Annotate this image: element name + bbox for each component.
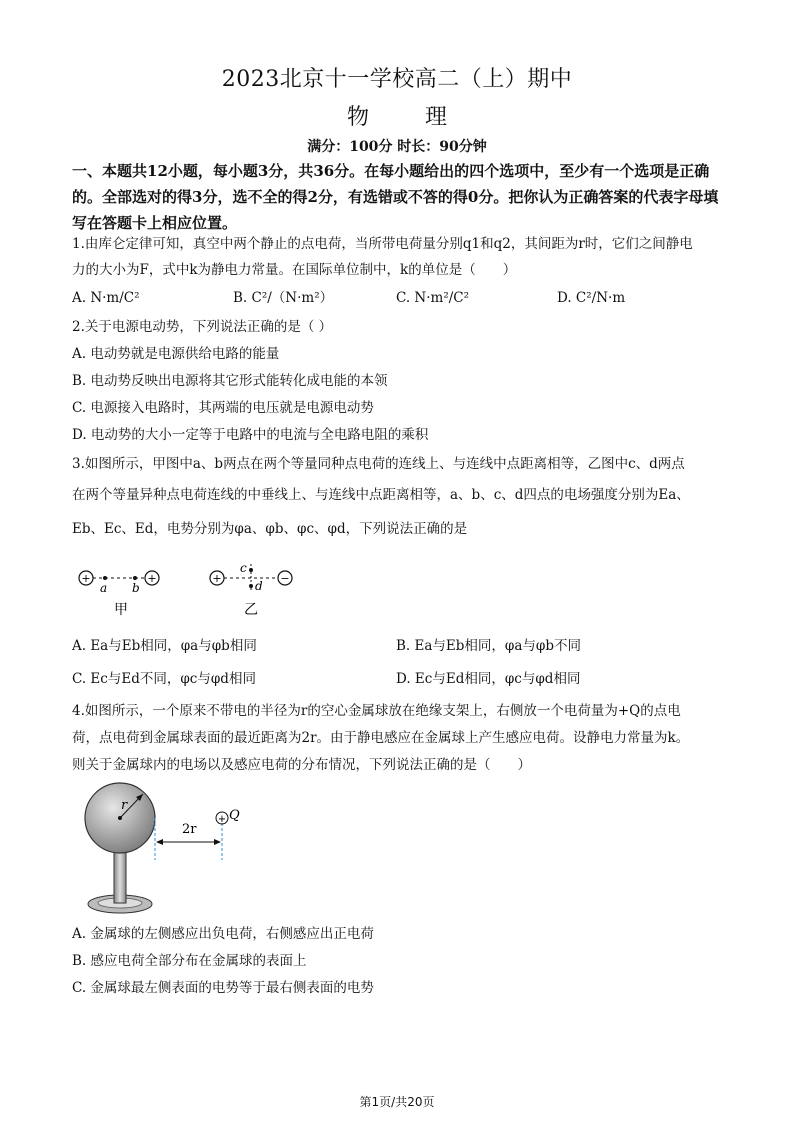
q4-option-a: A. 金属球的左侧感应出负电荷，右侧感应出正电荷	[72, 926, 374, 942]
page-number: 第1页/共20页	[359, 1095, 435, 1109]
label-a: a	[100, 581, 108, 595]
label-b: b	[132, 581, 140, 595]
page-title: 2023北京十一学校高二（上）期中	[221, 67, 573, 92]
q2-option-b: B. 电动势反映出电源将其它形式能转化成电能的本领	[72, 373, 388, 389]
q3-option-d: D. Ec与Ed相同，φc与φd相同	[396, 671, 581, 687]
minus-sign: −	[280, 572, 290, 585]
subject-title: 物理	[346, 105, 503, 130]
q3-option-a: A. Ea与Eb相同，φa与φb相同	[72, 638, 257, 654]
point-c	[249, 568, 253, 572]
q4-stem-line2: 荷，点电荷到金属球表面的最近距离为2r。由于静电感应在金属球上产生感应电荷。设静电力常量为k。	[72, 730, 690, 746]
q3-stem-line3: Eb、Ec、Ed，电势分别为φa、φb、φc、φd，下列说法正确的是	[72, 521, 468, 537]
q1-option-a: A. N·m/C²	[72, 290, 140, 306]
q4-stem-line1: 4.如图所示，一个原来不带电的半径为r的空心金属球放在绝缘支架上，右侧放一个电荷量为+Q的点电	[72, 703, 681, 719]
figure-label-yi: 乙	[244, 602, 258, 618]
label-d: d	[255, 579, 263, 593]
q3-stem-line2: 在两个等量异种点电荷连线的中垂线上、与连线中点距离相等，a、b、c、d四点的电场强度分别为Ea、	[72, 487, 690, 503]
label-Q: Q	[229, 808, 240, 823]
q4-figure-sphere	[78, 782, 258, 922]
q1-stem-line2: 力的大小为F，式中k为静电力常量。在国际单位制中，k的单位是（ ）	[72, 262, 517, 278]
section-instruction: 一、本题共12小题，每小题3分，共36分。在每小题给出的四个选项中，至少有一个选项是正确的。全部选对的得3分，选不全的得2分，有选错或不答的得0分。把你认为正确答案的代表字母填写在答题卡上相应位置。	[72, 162, 719, 232]
distance-arrow-right	[214, 839, 221, 845]
q1-option-c: C. N·m²/C²	[396, 290, 470, 306]
q2-option-d: D. 电动势的大小一定等于电路中的电流与全电路电阻的乘积	[72, 427, 429, 443]
q3-option-c: C. Ec与Ed不同，φc与φd相同	[72, 671, 256, 687]
distance-arrow-left	[156, 839, 163, 845]
q3-figure-yi	[205, 560, 305, 620]
point-a	[103, 576, 107, 580]
q3-option-b: B. Ea与Eb相同，φa与φb不同	[396, 638, 581, 654]
q2-option-c: C. 电源接入电路时，其两端的电压就是电源电动势	[72, 400, 374, 416]
label-r: r	[121, 798, 128, 813]
q2-option-a: A. 电动势就是电源供给电路的能量	[72, 346, 280, 362]
plus-sign-right: +	[147, 572, 157, 585]
plus-sign-Q: +	[217, 814, 227, 825]
q2-stem: 2.关于电源电动势，下列说法正确的是（ ）	[72, 319, 333, 335]
q4-option-c: C. 金属球最左侧表面的电势等于最右侧表面的电势	[72, 980, 374, 996]
q3-figure-jia	[74, 560, 174, 620]
q1-stem-line1: 1.由库仑定律可知，真空中两个静止的点电荷，当所带电荷量分别q1和q2，其间距为r时，它们之间静电	[72, 236, 693, 252]
q3-stem-line1: 3.如图所示，甲图中a、b两点在两个等量同种点电荷的连线上、与连线中点距离相等，乙图中c、d两点	[72, 456, 685, 472]
q4-stem-line3: 则关于金属球内的电场以及感应电荷的分布情况，下列说法正确的是（ ）	[72, 757, 531, 773]
label-c: c	[240, 561, 247, 575]
q1-option-b: B. C²/（N·m²）	[233, 290, 334, 306]
point-d	[249, 584, 253, 588]
plus-sign-left: +	[81, 572, 91, 585]
q1-option-d: D. C²/N·m	[557, 290, 626, 306]
q4-option-b: B. 感应电荷全部分布在金属球的表面上	[72, 953, 307, 969]
figure-label-jia: 甲	[114, 602, 128, 618]
insulating-rod	[114, 846, 126, 903]
point-b	[133, 576, 137, 580]
label-2r: 2r	[182, 822, 197, 837]
exam-meta: 满分：100分 时长：90分钟	[307, 139, 487, 155]
plus-sign: +	[212, 572, 222, 585]
